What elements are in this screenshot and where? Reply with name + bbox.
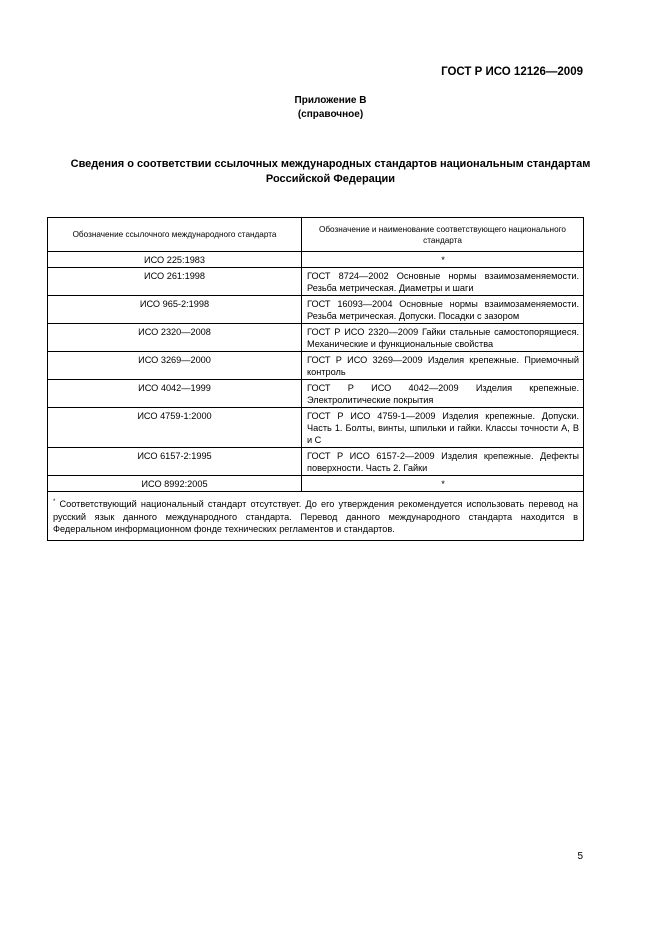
- footnote-text: Соответствующий национальный стандарт отсутствует. До его утверждения рекомендуется использовать перевод на русский язык данного международного стандарта. Перевод данного международного стандарта находится в Федеральном информационном фонде технических регламентов и стандартов.: [53, 499, 578, 535]
- table-row: [48, 296, 584, 324]
- table-row: [48, 476, 584, 492]
- appendix-heading: [0, 94, 661, 122]
- correspondence-table: [47, 217, 584, 541]
- national-standard-cell: *: [302, 476, 584, 492]
- table-row: [48, 352, 584, 380]
- international-standard-cell: ИСО 225:1983: [48, 252, 302, 268]
- international-standard-cell: ИСО 2320—2008: [48, 324, 302, 352]
- document-title: [40, 157, 621, 187]
- standard-code: ГОСТ Р ИСО 12126—2009: [441, 66, 583, 78]
- international-standard-cell: ИСО 261:1998: [48, 268, 302, 296]
- page-number: 5: [577, 851, 583, 862]
- table-row: [48, 448, 584, 476]
- table-row: [48, 252, 584, 268]
- international-standard-cell: ИСО 4759-1:2000: [48, 408, 302, 448]
- appendix-subtitle: (справочное): [297, 109, 364, 120]
- footnote-mark: *: [53, 499, 56, 505]
- international-standard-cell: ИСО 8992:2005: [48, 476, 302, 492]
- column-header-national: Обозначение и наименование соответствующего национального стандарта: [302, 218, 584, 252]
- national-standard-cell: ГОСТ Р ИСО 4759-1—2009 Изделия крепежные. Допуски. Часть 1. Болты, винты, шпильки и гайки. Классы точности А, В и С: [302, 408, 584, 448]
- national-standard-cell: ГОСТ Р ИСО 6157-2—2009 Изделия крепежные. Дефекты поверхности. Часть 2. Гайки: [302, 448, 584, 476]
- national-standard-cell: *: [302, 252, 584, 268]
- document-title-line1: Сведения о соответствии ссылочных международных стандартов национальным стандартам: [70, 158, 591, 170]
- national-standard-cell: ГОСТ Р ИСО 4042—2009 Изделия крепежные. Электролитические покрытия: [302, 380, 584, 408]
- national-standard-cell: ГОСТ 16093—2004 Основные нормы взаимозаменяемости. Резьба метрическая. Допуски. Посадки с зазором: [302, 296, 584, 324]
- table-row: [48, 268, 584, 296]
- footnote-cell: [48, 492, 584, 541]
- international-standard-cell: ИСО 4042—1999: [48, 380, 302, 408]
- international-standard-cell: ИСО 965-2:1998: [48, 296, 302, 324]
- national-standard-cell: ГОСТ 8724—2002 Основные нормы взаимозаменяемости. Резьба метрическая. Диаметры и шаги: [302, 268, 584, 296]
- table-row: [48, 324, 584, 352]
- national-standard-cell: ГОСТ Р ИСО 3269—2009 Изделия крепежные. Приемочный контроль: [302, 352, 584, 380]
- footnote-row: [48, 492, 584, 541]
- column-header-international: Обозначение ссылочного международного стандарта: [48, 218, 302, 252]
- table-row: [48, 408, 584, 448]
- document-title-line2: Российской Федерации: [265, 173, 396, 185]
- appendix-title: Приложение В: [294, 95, 367, 106]
- table-header-row: [48, 218, 584, 252]
- national-standard-cell: ГОСТ Р ИСО 2320—2009 Гайки стальные самостопорящиеся. Механические и функциональные свойства: [302, 324, 584, 352]
- international-standard-cell: ИСО 3269—2000: [48, 352, 302, 380]
- international-standard-cell: ИСО 6157-2:1995: [48, 448, 302, 476]
- table-row: [48, 380, 584, 408]
